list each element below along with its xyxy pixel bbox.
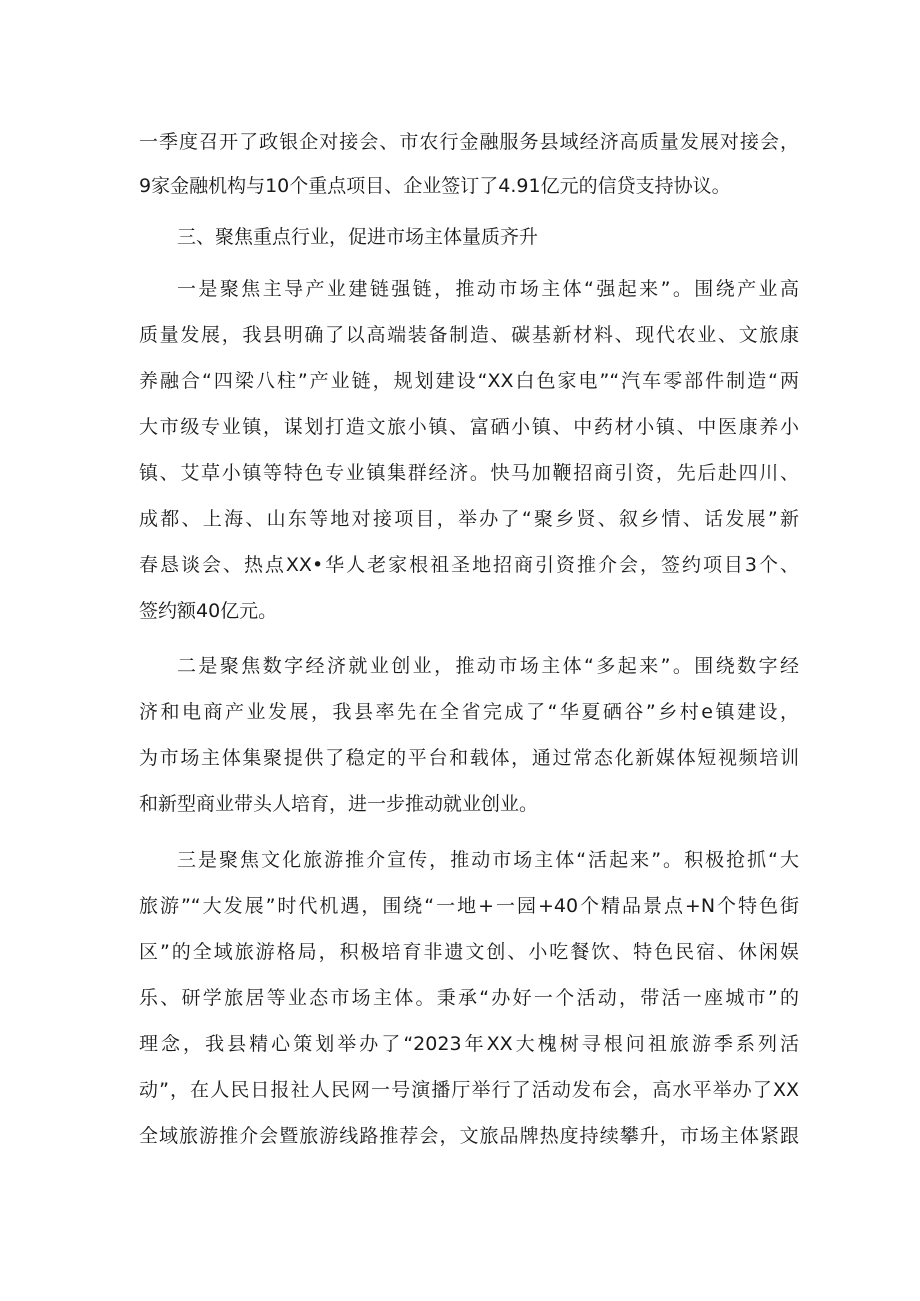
paragraph-line: 区”的全域旅游格局，积极培育非遗文创、小吃餐饮、特色民宿、休闲娱 bbox=[139, 941, 799, 963]
paragraph-line: 9家金融机构与10个重点项目、企业签订了4.91亿元的信贷支持协议。 bbox=[139, 175, 731, 197]
paragraph-line: 全域旅游推介会暨旅游线路推荐会，文旅品牌热度持续攀升，市场主体紧跟 bbox=[139, 1125, 799, 1147]
paragraph-line: 乐、研学旅居等业态市场主体。秉承“办好一个活动，带活一座城市”的 bbox=[139, 987, 799, 1009]
paragraph-line: 春恳谈会、热点XX•华人老家根祖圣地招商引资推介会，签约项目3个、 bbox=[139, 554, 799, 576]
paragraph-line: 大市级专业镇，谋划打造文旅小镇、富硒小镇、中药材小镇、中医康养小 bbox=[139, 416, 799, 438]
paragraph-line: 成都、上海、山东等地对接项目，举办了“聚乡贤、叙乡情、话发展”新 bbox=[139, 508, 799, 530]
paragraph-line: 为市场主体集聚提供了稳定的平台和载体，通过常态化新媒体短视频培训 bbox=[139, 747, 799, 769]
paragraph-line: 一季度召开了政银企对接会、市农行金融服务县域经济高质量发展对接会， bbox=[139, 131, 799, 153]
paragraph-line: 和新型商业带头人培育，进一步推动就业创业。 bbox=[139, 793, 539, 815]
section-heading: 三、聚焦重点行业，促进市场主体量质齐升 bbox=[177, 226, 539, 248]
paragraph-line: 养融合“四梁八柱”产业链，规划建设“XX白色家电”“汽车零部件制造“两 bbox=[139, 370, 799, 392]
paragraph-line: 质量发展，我县明确了以高端装备制造、碳基新材料、现代农业、文旅康 bbox=[139, 324, 799, 346]
paragraph-line: 签约额40亿元。 bbox=[139, 600, 278, 622]
paragraph-line: 二是聚焦数字经济就业创业，推动市场主体“多起来”。围绕数字经 bbox=[177, 655, 799, 677]
paragraph-line: 镇、艾草小镇等特色专业镇集群经济。快马加鞭招商引资，先后赴四川、 bbox=[139, 462, 799, 484]
paragraph-line: 动”，在人民日报社人民网一号演播厅举行了活动发布会，高水平举办了XX bbox=[139, 1079, 799, 1101]
paragraph-line: 旅游”“大发展”时代机遇，围绕“一地+一园+40个精品景点+N个特色街 bbox=[139, 895, 799, 917]
paragraph-line: 三是聚焦文化旅游推介宣传，推动市场主体“活起来”。积极抢抓“大 bbox=[177, 849, 799, 871]
paragraph-line: 一是聚焦主导产业建链强链，推动市场主体“强起来”。围绕产业高 bbox=[177, 278, 799, 300]
paragraph-line: 理念，我县精心策划举办了“2023年XX大槐树寻根问祖旅游季系列活 bbox=[139, 1033, 799, 1055]
paragraph-line: 济和电商产业发展，我县率先在全省完成了“华夏硒谷”乡村e镇建设， bbox=[139, 701, 799, 723]
